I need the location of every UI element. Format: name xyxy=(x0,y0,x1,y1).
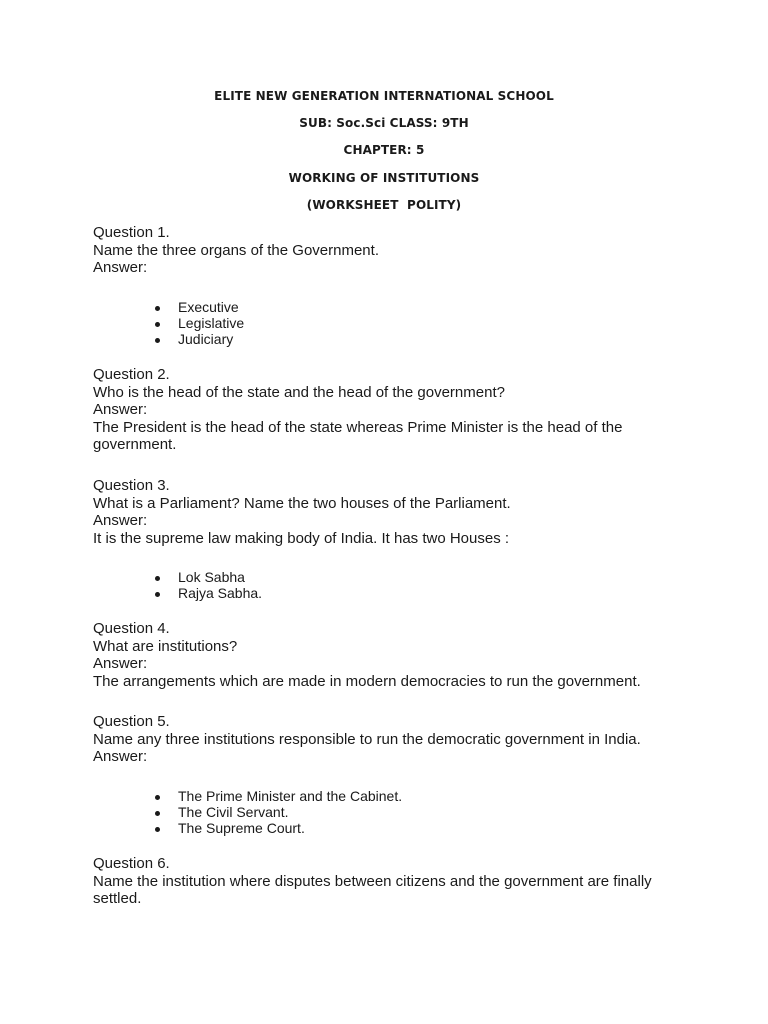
chapter-number: CHAPTER: 5 xyxy=(343,143,425,157)
answer-label: Answer: xyxy=(93,748,148,766)
question-2 xyxy=(93,366,693,454)
answer-list-1 xyxy=(150,300,244,347)
question-text: Name the three organs of the Government. xyxy=(93,241,379,259)
list-item: Rajya Sabha. xyxy=(150,586,262,602)
answer-list-5 xyxy=(150,789,402,836)
list-item: The Prime Minister and the Cabinet. xyxy=(150,789,402,805)
bullet-icon xyxy=(155,576,160,581)
school-name: ELITE NEW GENERATION INTERNATIONAL SCHOOL xyxy=(214,89,554,103)
question-1 xyxy=(93,224,693,277)
answer-label: Answer: xyxy=(93,655,148,673)
question-text: What is a Parliament? Name the two houses of the Parliament. xyxy=(93,494,511,512)
question-text: Name the institution where disputes between citizens and the government are finally settled. xyxy=(93,872,652,908)
question-text: Name any three institutions responsible to run the democratic government in India. xyxy=(93,730,641,748)
list-item: Lok Sabha xyxy=(150,570,262,586)
question-label: Question 3. xyxy=(93,477,170,494)
question-text: Who is the head of the state and the head of the government? xyxy=(93,383,505,401)
worksheet-subtitle: (WORKSHEET POLITY) xyxy=(306,198,462,212)
bullet-icon xyxy=(155,322,160,327)
question-6 xyxy=(93,855,693,908)
list-item: The Supreme Court. xyxy=(150,821,402,837)
answer-text: The President is the head of the state whereas Prime Minister is the head of the government. xyxy=(93,418,623,454)
question-text: What are institutions? xyxy=(93,637,238,655)
answer-label: Answer: xyxy=(93,259,148,277)
question-label: Question 2. xyxy=(93,366,170,383)
question-5 xyxy=(93,713,693,766)
question-3 xyxy=(93,477,693,547)
answer-label: Answer: xyxy=(93,401,148,419)
answer-list-3 xyxy=(150,570,262,602)
bullet-icon xyxy=(155,592,160,597)
question-label: Question 1. xyxy=(93,224,170,241)
bullet-icon xyxy=(155,795,160,800)
question-label: Question 5. xyxy=(93,713,170,730)
list-item: Judiciary xyxy=(150,332,244,348)
subject-class: SUB: Soc.Sci CLASS: 9TH xyxy=(299,116,469,130)
question-label: Question 6. xyxy=(93,855,170,872)
answer-text: The arrangements which are made in modern democracies to run the government. xyxy=(93,672,641,690)
question-4 xyxy=(93,620,693,690)
list-item: The Civil Servant. xyxy=(150,805,402,821)
answer-text: It is the supreme law making body of India. It has two Houses : xyxy=(93,529,510,547)
list-item: Executive xyxy=(150,300,244,316)
bullet-icon xyxy=(155,306,160,311)
bullet-icon xyxy=(155,811,160,816)
list-item: Legislative xyxy=(150,316,244,332)
chapter-title: WORKING OF INSTITUTIONS xyxy=(288,171,480,185)
bullet-icon xyxy=(155,338,160,343)
answer-label: Answer: xyxy=(93,512,148,530)
question-label: Question 4. xyxy=(93,620,170,637)
bullet-icon xyxy=(155,827,160,832)
